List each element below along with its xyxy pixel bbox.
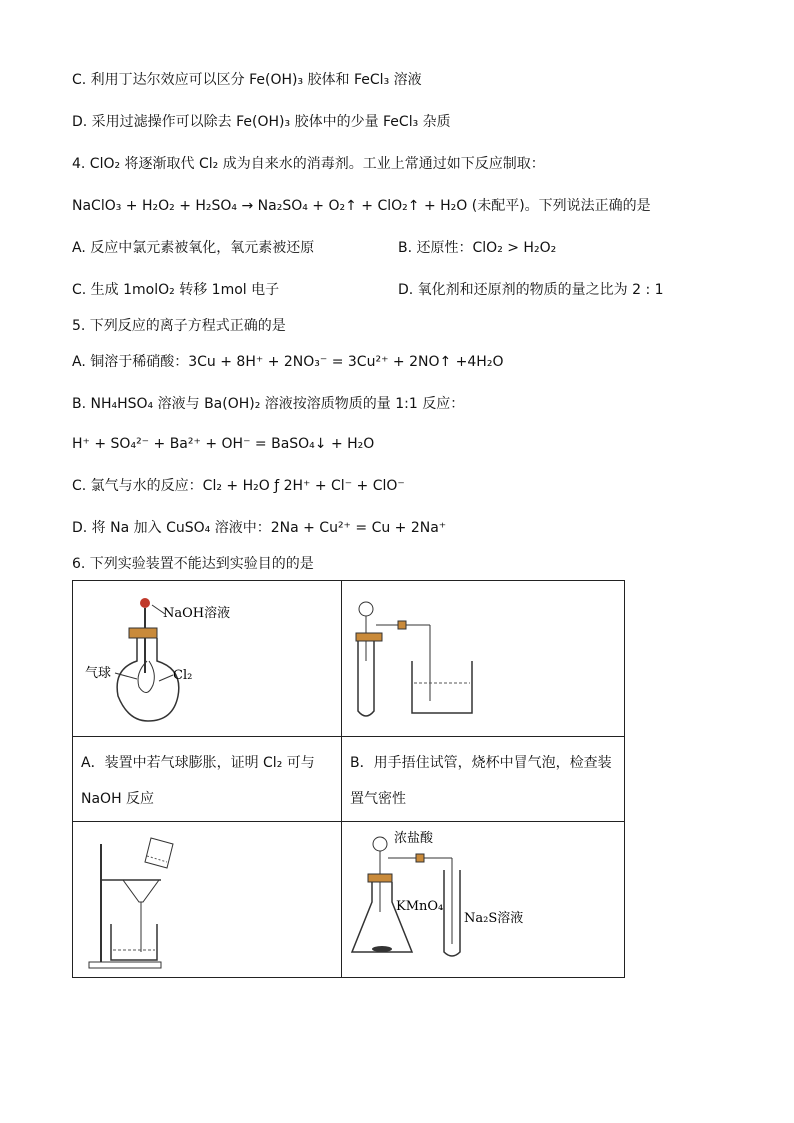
label-cl2: Cl₂: [173, 668, 193, 683]
q5-option-b: B. NH₄HSO₄ 溶液与 Ba(OH)₂ 溶液按溶质物质的量 1:1 反应：: [72, 396, 465, 412]
q4-stem: 4. ClO₂ 将逐渐取代 Cl₂ 成为自来水的消毒剂。工业上常通过如下反应制取：: [72, 156, 545, 172]
label-naoh: NaOH溶液: [163, 606, 231, 621]
figure-a-flask-balloon: [73, 581, 341, 736]
q5-stem: 5. 下列反应的离子方程式正确的是: [72, 318, 286, 334]
q3-option-d: D. 采用过滤操作可以除去 Fe(OH)₃ 胶体中的少量 FeCl₃ 杂质: [72, 114, 451, 130]
label-kmno4: KMnO₄: [396, 899, 444, 914]
caption-a-line2: NaOH 反应: [81, 791, 155, 807]
table-divider-1: [73, 736, 624, 737]
label-balloon: 气球: [85, 666, 112, 681]
caption-a-line1: A．装置中若气球膨胀，证明 Cl₂ 可与: [81, 755, 315, 771]
q4-option-a: A. 反应中氯元素被氧化，氧元素被还原: [72, 240, 315, 256]
q5-option-c: C. 氯气与水的反应：Cl₂ + H₂O ƒ 2H⁺ + Cl⁻ + ClO⁻: [72, 478, 405, 494]
label-na2s: Na₂S溶液: [464, 911, 524, 926]
caption-b-line2: 置气密性: [350, 791, 406, 807]
q3-option-c: C. 利用丁达尔效应可以区分 Fe(OH)₃ 胶体和 FeCl₃ 溶液: [72, 72, 422, 88]
figure-d-chlorine-gen: [342, 822, 626, 979]
figure-b-cell: [342, 581, 626, 736]
q4-equation: NaClO₃ + H₂O₂ + H₂SO₄ → Na₂SO₄ + O₂↑ + ClO₂↑ + H₂O (未配平)。下列说法正确的是: [72, 198, 651, 214]
figure-b-airtightness: [342, 581, 626, 736]
q6-stem: 6. 下列实验装置不能达到实验目的的是: [72, 556, 314, 572]
q5-option-d: D. 将 Na 加入 CuSO₄ 溶液中：2Na + Cu²⁺ = Cu + 2Na⁺: [72, 520, 447, 536]
q5-option-b-equation: H⁺ + SO₄²⁻ + Ba²⁺ + OH⁻ = BaSO₄↓ + H₂O: [72, 436, 375, 452]
q4-option-d: D. 氧化剂和还原剂的物质的量之比为 2 : 1: [398, 282, 664, 298]
q4-option-c: C. 生成 1molO₂ 转移 1mol 电子: [72, 282, 280, 298]
figure-c-filtration: [73, 822, 341, 979]
q4-option-b: B. 还原性：ClO₂ > H₂O₂: [398, 240, 557, 256]
figure-d-cell: [342, 822, 626, 979]
q5-option-a: A. 铜溶于稀硝酸：3Cu + 8H⁺ + 2NO₃⁻ = 3Cu²⁺ + 2NO↑ +4H₂O: [72, 354, 504, 370]
figure-a-cell: [73, 581, 341, 736]
caption-b-line1: B．用手捂住试管，烧杯中冒气泡，检查装: [350, 755, 612, 771]
q6-apparatus-table: [72, 580, 625, 978]
label-conc-hcl: 浓盐酸: [394, 831, 434, 846]
figure-c-cell: [73, 822, 341, 979]
